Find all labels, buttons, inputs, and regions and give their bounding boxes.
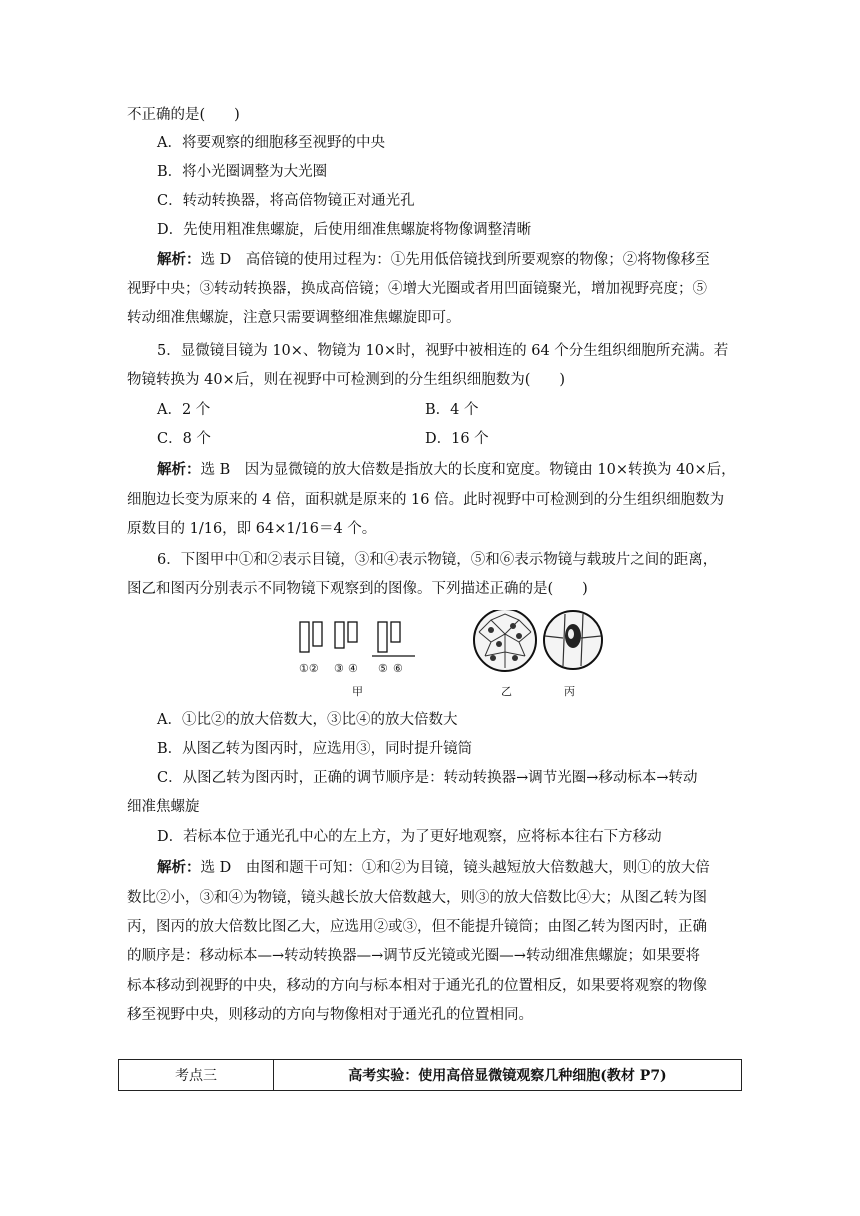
text-line	[157, 710, 457, 730]
objective-6	[391, 622, 400, 642]
text-line	[127, 370, 565, 390]
text-line	[157, 550, 717, 570]
label-objective-3: ③	[334, 662, 344, 675]
line-text: D．若标本位于通光孔中心的左上方，为了更好地观察，应将标本往右下方移动	[157, 829, 662, 845]
analysis-label: 解析：	[157, 251, 201, 268]
label-objective-4: ④	[348, 662, 358, 675]
label-distance-5: ⑤	[378, 662, 388, 675]
line-text: 标本移动到视野的中央，移动的方向与标本相对于通光孔的位置相反，如果要将观察的物像	[127, 978, 707, 994]
text-line	[157, 341, 728, 361]
text-line	[157, 133, 385, 153]
text-line	[425, 400, 479, 420]
text-line	[127, 976, 707, 996]
text-line	[127, 917, 707, 937]
caption-bing: 丙	[564, 685, 575, 698]
line-text: 细胞边长变为原来的 4 倍，面积就是原来的 16 倍。此时视野中可检测到的分生组织细胞数为	[127, 492, 725, 508]
line-text: 6．下图甲中①和②表示目镜，③和④表示物镜，⑤和⑥表示物镜与载玻片之间的距离，	[157, 552, 718, 568]
line-text: 转动细准焦螺旋，注意只需要调整细准焦螺旋即可。	[127, 310, 461, 326]
line-text: 选 D 由图和题干可知：①和②为目镜，镜头越短放大倍数越大，则①的放大倍	[200, 860, 710, 876]
text-line	[127, 490, 724, 510]
line-text: 丙，图丙的放大倍数比图乙大，应选用②或③，但不能提升镜筒；由图乙转为图丙时，正确	[127, 919, 707, 935]
analysis-label: 解析：	[157, 859, 201, 876]
label-eyepieces: ①②	[299, 662, 319, 675]
line-text: B．从图乙转为图丙时，应选用③，同时提升镜筒	[157, 741, 473, 757]
caption-jia: 甲	[352, 685, 363, 698]
text-line	[157, 429, 211, 449]
text-line	[157, 220, 531, 240]
text-line	[157, 191, 415, 211]
line-text: 不正确的是( )	[127, 107, 240, 123]
objective-3	[335, 622, 344, 648]
line-text: C．从图乙转为图丙时，正确的调节顺序是：转动转换器→调节光圈→移动标本→转动	[157, 770, 698, 786]
line-text: C．转动转换器，将高倍物镜正对通光孔	[157, 193, 415, 209]
microscope-figure	[290, 610, 620, 700]
topic-number: 考点三	[119, 1060, 274, 1091]
text-line	[127, 279, 707, 299]
line-text: 细准焦螺旋	[127, 799, 200, 815]
line-text: A．2 个	[157, 402, 211, 418]
text-line	[127, 105, 240, 125]
line-text: 图乙和图丙分别表示不同物镜下观察到的图像。下列描述正确的是( )	[127, 581, 588, 597]
eyepiece-2	[313, 622, 322, 646]
field-bing	[544, 611, 602, 669]
text-line	[157, 739, 472, 759]
text-line	[157, 768, 698, 788]
text-line	[127, 308, 461, 328]
line-text: B．将小光圈调整为大光圈	[157, 164, 328, 180]
line-text: 选 B 因为显微镜的放大倍数是指放大的长度和宽度。物镜由 10×转换为 40×后，	[200, 462, 736, 478]
text-line	[157, 400, 210, 420]
line-text: C．8 个	[157, 431, 211, 447]
text-line	[127, 888, 707, 908]
line-text: 选 D 高倍镜的使用过程为：①先用低倍镜找到所要观察的物像；②将物像移至	[200, 252, 710, 268]
text-line	[127, 579, 588, 599]
field-yi	[474, 610, 536, 671]
line-text: D．先使用粗准焦螺旋，后使用细准焦螺旋将物像调整清晰	[157, 222, 532, 238]
text-line	[127, 946, 700, 966]
text-line	[157, 250, 710, 270]
line-text: 视野中央；③转动转换器，换成高倍镜；④增大光圈或者用凹面镜聚光，增加视野亮度；⑤	[127, 281, 707, 297]
line-text: 的顺序是：移动标本—→转动转换器—→调节反光镜或光圈—→转动细准焦螺旋；如果要将	[127, 948, 700, 964]
line-text: A．①比②的放大倍数大，③比④的放大倍数大	[157, 712, 458, 728]
caption-yi: 乙	[501, 685, 512, 698]
topic-header-table	[118, 1059, 742, 1091]
text-line	[157, 460, 736, 480]
text-line	[157, 827, 662, 847]
line-text: D．16 个	[425, 431, 489, 447]
text-line	[127, 797, 200, 817]
line-text: 数比②小，③和④为物镜，镜头越长放大倍数越大，则③的放大倍数比④大；从图乙转为图	[127, 890, 707, 906]
analysis-label: 解析：	[157, 461, 201, 478]
text-line	[157, 858, 710, 878]
label-distance-6: ⑥	[393, 662, 403, 675]
line-text: B．4 个	[425, 402, 479, 418]
objective-5	[378, 622, 387, 652]
text-line	[157, 162, 327, 182]
line-text: 物镜转换为 40×后，则在视野中可检测到的分生组织细胞数为( )	[127, 372, 566, 388]
text-line	[425, 429, 489, 449]
text-line	[127, 519, 376, 539]
objective-4	[348, 622, 357, 642]
line-text: 原数目的 1/16，即 64×1/16＝4 个。	[127, 521, 377, 537]
line-text: 移至视野中央，则移动的方向与物像相对于通光孔的位置相同。	[127, 1007, 533, 1023]
eyepiece-1	[300, 622, 309, 652]
line-text: 5．显微镜目镜为 10×、物镜为 10×时，视野中被相连的 64 个分生组织细胞所充满。若	[157, 343, 729, 359]
line-text: A．将要观察的细胞移至视野的中央	[157, 135, 385, 151]
topic-title: 高考实验：使用高倍显微镜观察几种细胞(教材 P7)	[274, 1060, 742, 1091]
text-line	[127, 1005, 533, 1025]
